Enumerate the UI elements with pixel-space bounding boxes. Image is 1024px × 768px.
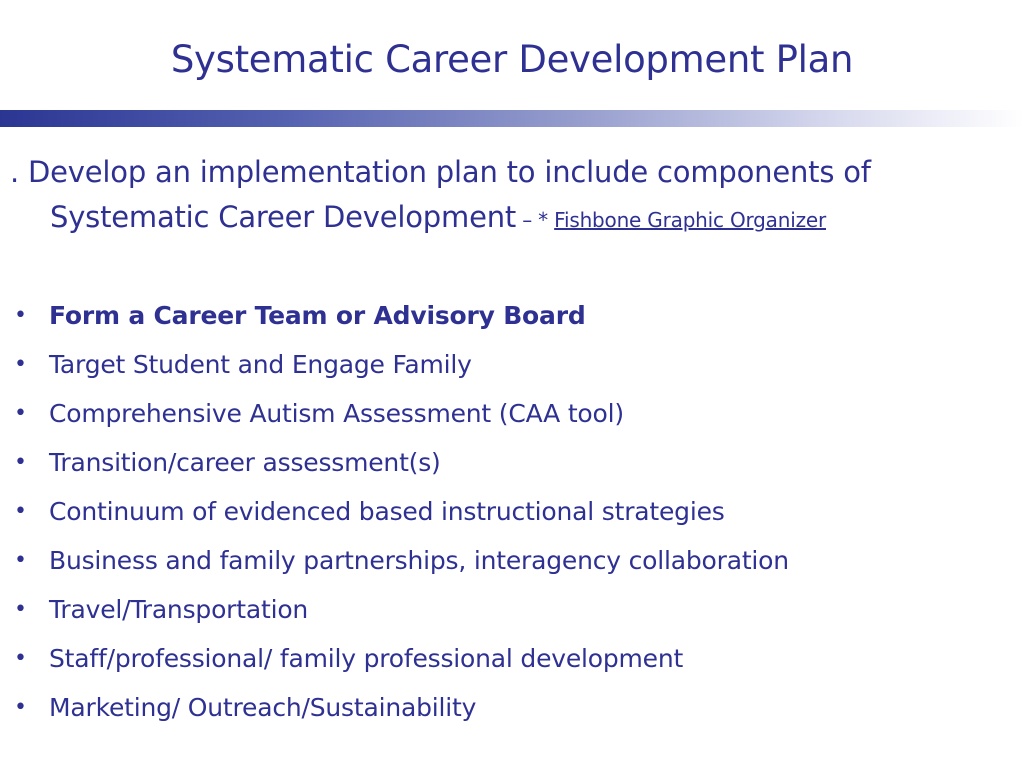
list-item: [0, 536, 1010, 585]
list-item-text: Staff/professional/ family professional development: [49, 644, 684, 673]
bullet-icon: •: [14, 450, 27, 475]
list-item: [0, 389, 1010, 438]
bullet-icon: •: [14, 499, 27, 524]
slide-title: Systematic Career Development Plan: [170, 38, 854, 81]
list-item-text: Form a Career Team or Advisory Board: [49, 301, 586, 330]
bullet-icon: •: [14, 303, 27, 328]
bullet-icon: •: [14, 646, 27, 671]
intro-separator: – *: [516, 208, 555, 232]
intro-paragraph: [10, 150, 1010, 243]
list-item: [0, 291, 1010, 340]
list-item: [0, 487, 1010, 536]
list-item: [0, 683, 1010, 732]
list-item: [0, 634, 1010, 683]
intro-line-2: Systematic Career Development: [50, 200, 517, 234]
list-item-text: Travel/Transportation: [49, 595, 309, 624]
intro-line-1: . Develop an implementation plan to include components of: [10, 155, 871, 189]
list-item: [0, 585, 1010, 634]
bullet-icon: •: [14, 401, 27, 426]
list-item: [0, 438, 1010, 487]
list-item: [0, 340, 1010, 389]
bullet-icon: •: [14, 548, 27, 573]
bullet-icon: •: [14, 597, 27, 622]
list-item-text: Comprehensive Autism Assessment (CAA tool): [49, 399, 624, 428]
list-item-text: Target Student and Engage Family: [49, 350, 472, 379]
component-bullet-list: [0, 291, 1010, 732]
list-item-text: Marketing/ Outreach/Sustainability: [49, 693, 477, 722]
list-item-text: Business and family partnerships, interagency collaboration: [49, 546, 789, 575]
list-item-text: Continuum of evidenced based instructional strategies: [49, 497, 725, 526]
intro-line-2-container: [10, 195, 1010, 243]
bullet-icon: •: [14, 695, 27, 720]
fishbone-organizer-link[interactable]: Fishbone Graphic Organizer: [554, 208, 826, 232]
list-item-text: Transition/career assessment(s): [49, 448, 441, 477]
bullet-icon: •: [14, 352, 27, 377]
title-gradient-bar: [0, 110, 1024, 127]
